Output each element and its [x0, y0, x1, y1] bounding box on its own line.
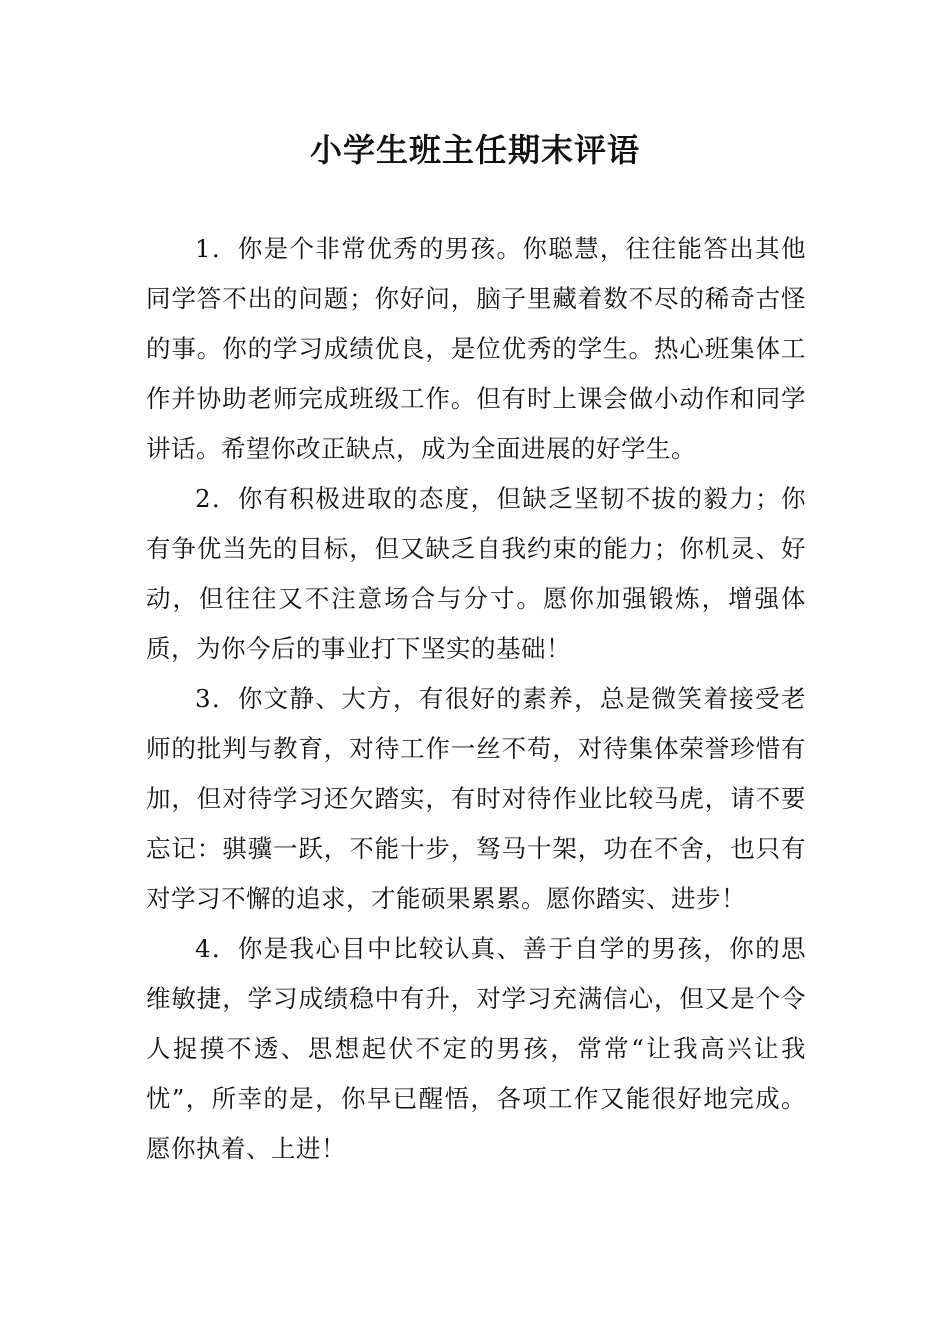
comment-paragraph-3: 3．你文静、大方，有很好的素养，总是微笑着接受老师的批判与教育，对待工作一丝不苟，对待集体荣誉珍惜有加，但对待学习还欠踏实，有时对待作业比较马虎，请不要忘记：骐骥一跃，不能十步，驽马十架，功在不舍，也只有对学习不懈的追求，才能硕果累累。愿你踏实、进步！	[146, 684, 806, 913]
comment-paragraph-4: 4．你是我心目中比较认真、善于自学的男孩，你的思维敏捷，学习成绩稳中有升，对学习充满信心，但又是个令人捉摸不透、思想起伏不定的男孩，常常“让我高兴让我忧”，所幸的是，你早已醒悟，各项工作又能很好地完成。愿你执着、上进！	[146, 934, 806, 1163]
document-title: 小学生班主任期末评语	[309, 131, 640, 169]
comment-paragraph-2: 2．你有积极进取的态度，但缺乏坚韧不拔的毅力；你有争优当先的目标，但又缺乏自我约束的能力；你机灵、好动，但往往又不注意场合与分寸。愿你加强锻炼，增强体质，为你今后的事业打下坚实的基础！	[146, 484, 806, 663]
comment-paragraph-1: 1．你是个非常优秀的男孩。你聪慧，往往能答出其他同学答不出的问题；你好问，脑子里藏着数不尽的稀奇古怪的事。你的学习成绩优良，是位优秀的学生。热心班集体工作并协助老师完成班级工作。但有时上课会做小动作和同学讲话。希望你改正缺点，成为全面进展的好学生。	[146, 234, 806, 463]
document-body	[146, 224, 806, 1174]
